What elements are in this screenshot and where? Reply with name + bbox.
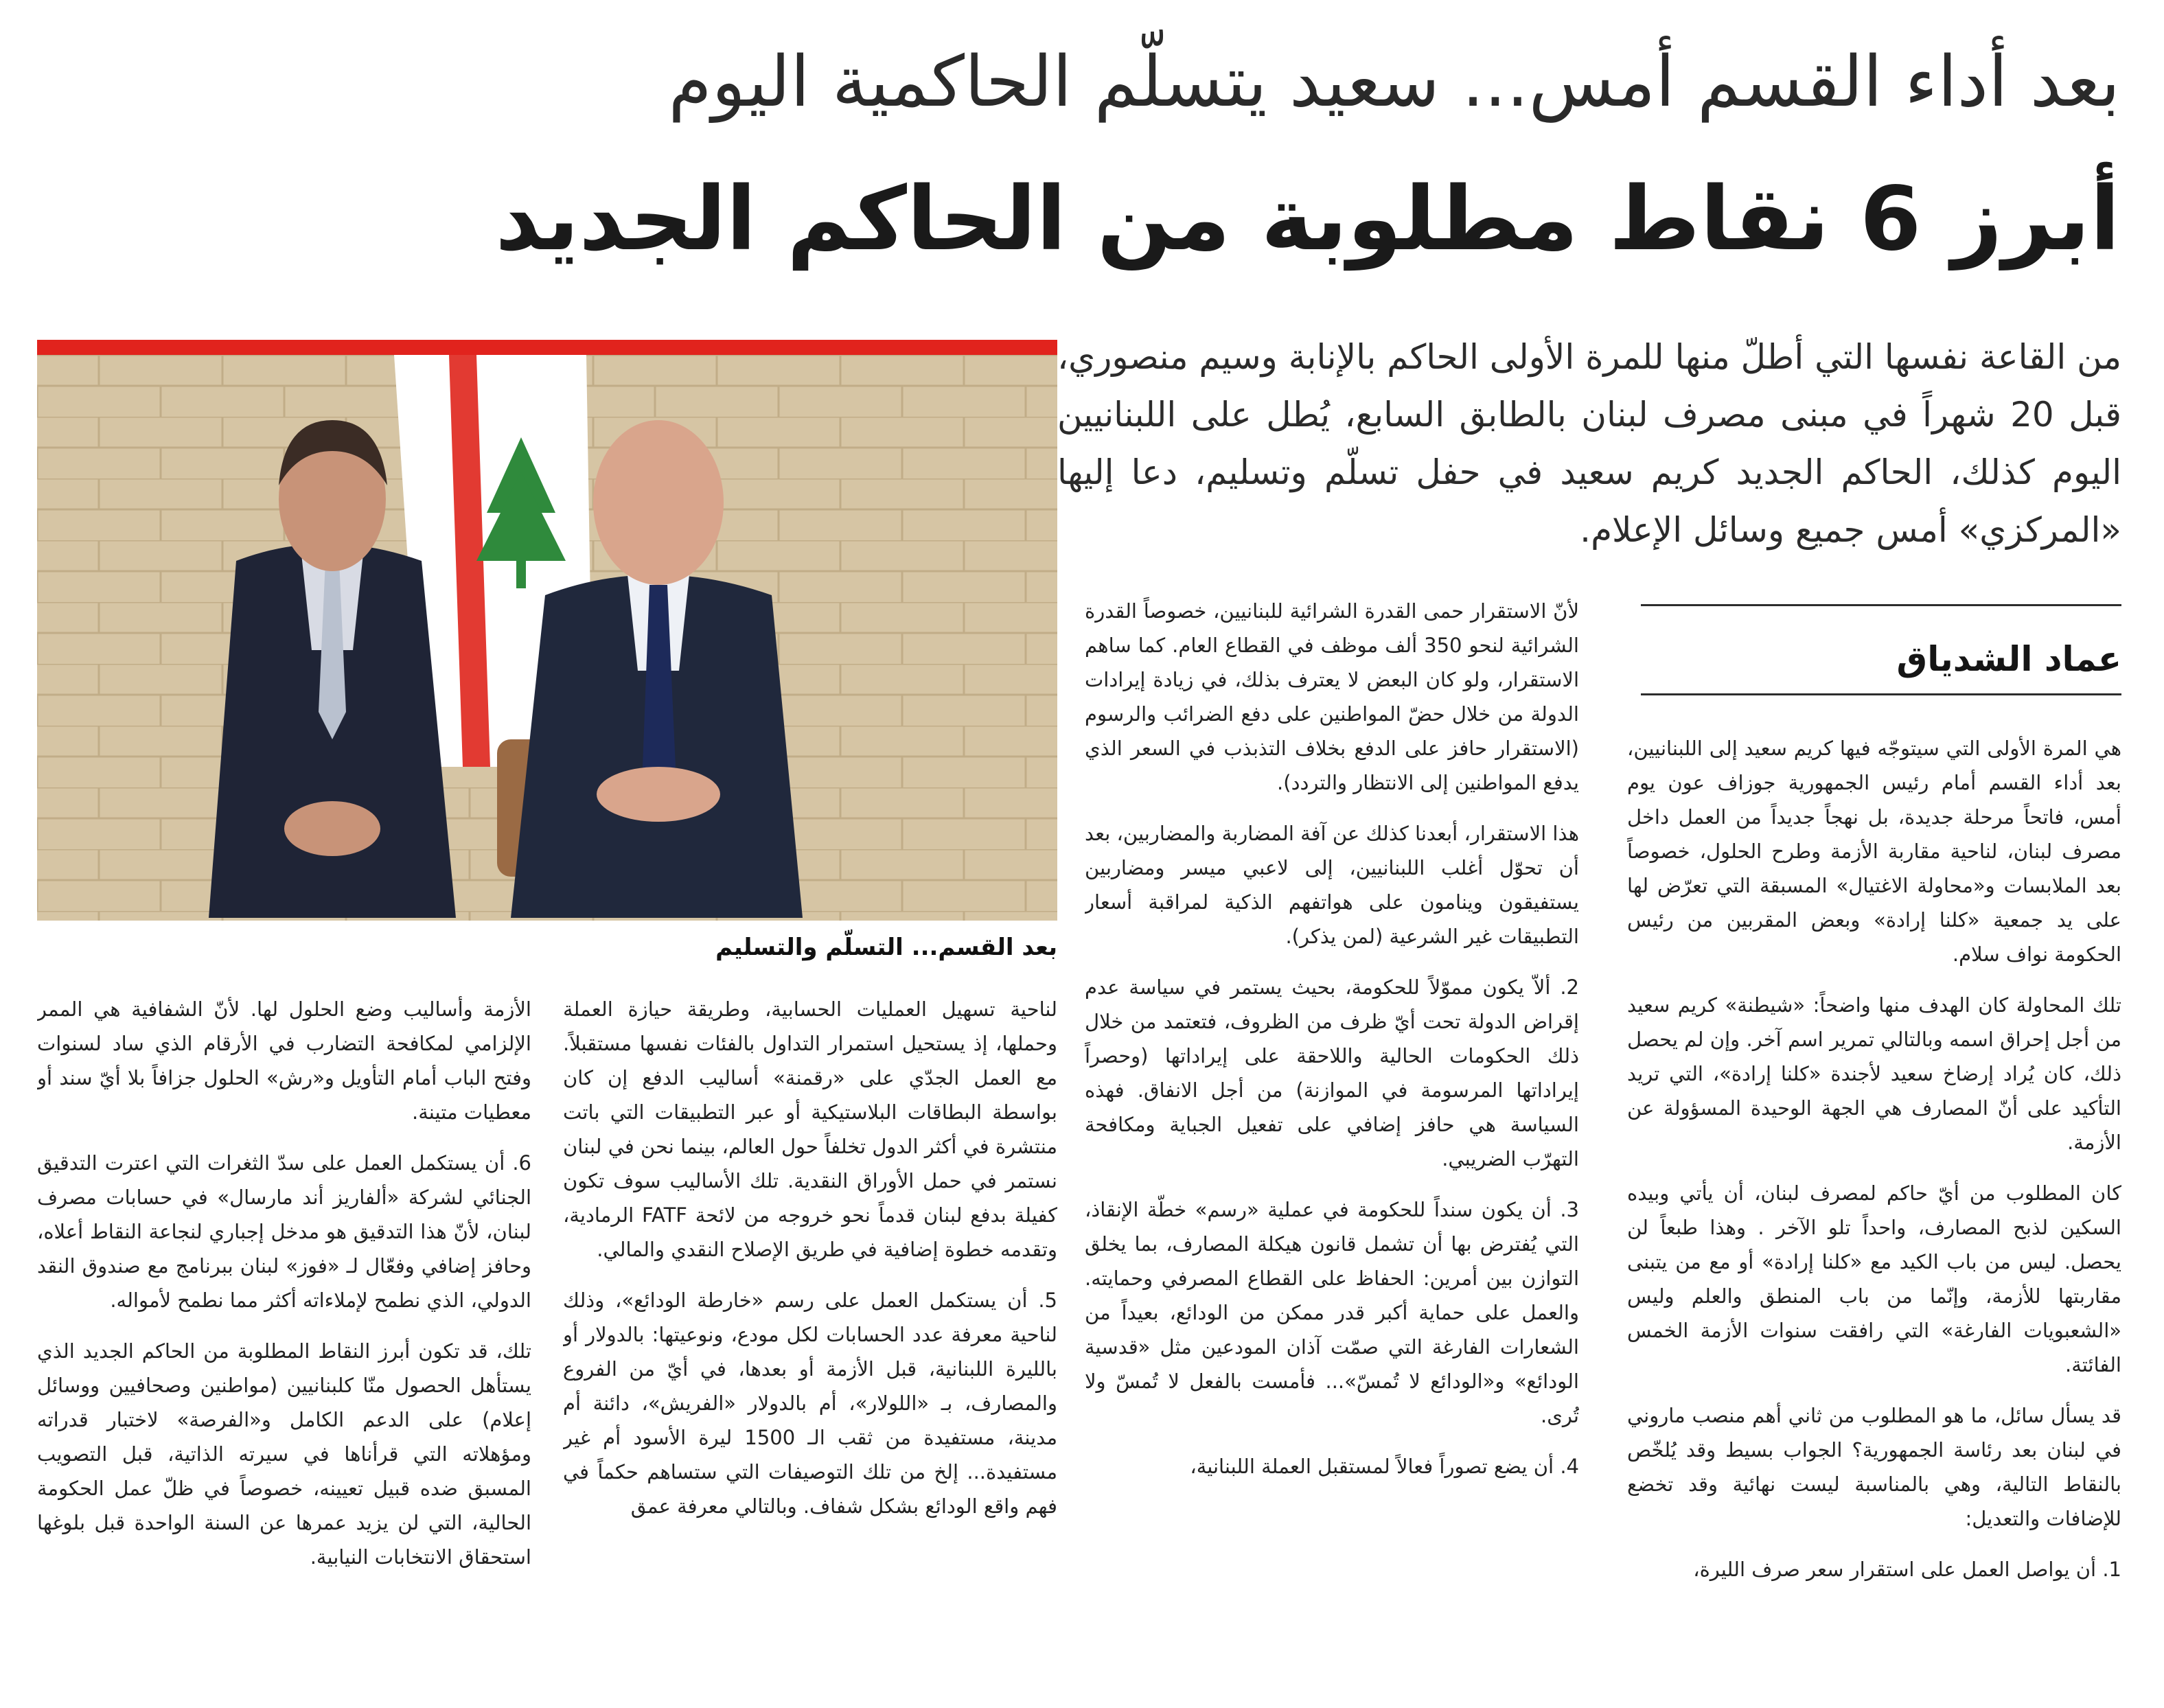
paragraph: كان المطلوب من أيّ حاكم لمصرف لبنان، أن يأتي وبيده السكين لذبح المصارف، واحداً تلو الآخر . وهذا طبعاً لن يحصل. ليس من باب الكيد مع «كلنا إرادة» أو مع من يتبنى مقاربتها للأزمة، وإنّما من باب المنطق والعلم وليس «الشعبويات الفارغة» التي رافقت سنوات الأزمة الخمس الفائتة. xyxy=(1627,1181,2121,1376)
article-column-3 xyxy=(563,992,1057,1689)
lead-paragraph: من القاعة نفسها التي أطلّ منها للمرة الأولى الحاكم بالإنابة وسيم منصوري، قبل 20 شهراً في مبنى مصرف لبنان بالطابق السابع، يُطل على اللبنانيين اليوم كذلك، الحاكم الجديد كريم سعيد في حفل تسلّم وتسليم، دعا إليها «المركزي» أمس جميع وسائل الإعلام. xyxy=(1057,337,2121,550)
paragraph: الأزمة وأساليب وضع الحلول لها. لأنّ الشفافية هي الممر الإلزامي لمكافحة التضارب في الأرقام الذي ساد لسنوات وفتح الباب أمام التأويل و«رش» الحلول جزافاً بلا أيّ سند أو معطيات متينة. xyxy=(37,997,531,1124)
paragraph: قد يسأل سائل، ما هو المطلوب من ثاني أهم منصب ماروني في لبنان بعد رئاسة الجمهورية؟ الجواب بسيط وقد يُلخّص بالنقاط التالية، وهي بالمناسبة ليست نهائية وقد تخضع للإضافات والتعديل: xyxy=(1627,1404,2121,1530)
main-headline: أبرز 6 نقاط مطلوبة من الحاكم الجديد xyxy=(495,168,2120,270)
paragraph: هذا الاستقرار، أبعدنا كذلك عن آفة المضاربة والمضاربين، بعد أن تحوّل أغلب اللبنانيين، إلى لاعبي ميسر ومضاربين يستفيقون وينامون على هواتفهم الذكية لمراقبة أسعار التطبيقات غير الشرعية (لمن يذكر). xyxy=(1085,822,1579,948)
photo-illustration xyxy=(37,355,1057,921)
paragraph: لأنّ الاستقرار حمى القدرة الشرائية للبنانيين، خصوصاً القدرة الشرائية لنحو 350 ألف موظف في القطاع العام. كما ساهم الاستقرار، ولو كان البعض لا يعترف بذلك، في زيادة إيرادات الدولة من خلال حضّ المواطنين على دفع الضرائب والرسوم (الاستقرار حافز على الدفع بخلاف التذبذب في السعر الذي يدفع المواطنين إلى الانتظار والتردد). xyxy=(1085,599,1579,794)
article-photo xyxy=(37,340,1057,921)
article-column-4 xyxy=(37,992,531,1689)
byline-bottom-rule xyxy=(1641,693,2121,695)
byline-top-rule xyxy=(1641,604,2121,606)
paragraph: تلك، قد تكون أبرز النقاط المطلوبة من الحاكم الجديد الذي يستأهل الحصول منّا كلبنانيين (مواطنين وصحافيين ووسائل إعلام) على الدعم الكامل و«الفرصة» لاختبار قدراته ومؤهلاته التي قرأناها في سيرته الذاتية، قبل التصويب المسبق ضده قبيل تعيينه، خصوصاً في ظلّ عمل الحكومة الحالية، التي لن يزيد عمرها عن السنة الواحدة قبل بلوغها استحقاق الانتخابات النيابية. xyxy=(37,1339,531,1569)
paragraph: 6. أن يستكمل العمل على سدّ الثغرات التي اعترت التدقيق الجنائي لشركة «ألفاريز أند مارسال» في حسابات مصرف لبنان، لأنّ هذا التدقيق هو مدخل إجباري لنجاعة النقاط أعلاه، وحافز إضافي وفعّال لـ «فوز» لبنان ببرنامج مع صندوق النقد الدولي، الذي نطمح لإملاءاته أكثر مما نطمح لأمواله. xyxy=(37,1151,531,1312)
photo-caption: بعد القسم... التسلّم والتسليم xyxy=(715,934,1057,961)
paragraph: 5. أن يستكمل العمل على رسم «خارطة الودائع»، وذلك لناحية معرفة عدد الحسابات لكل مودع، ونوعيتها: بالدولار أو بالليرة اللبنانية، قبل الأزمة أو بعدها، في أيّ من الفروع والمصارف، بـ «اللولار»، أم بالدولار «الفريش»، دائنة أم مدينة، مستفيدة من ثقب الـ 1500 ليرة الأسود أم غير مستفيدة... إلخ من تلك التوصيفات التي ستساهم حكماً في فهم واقع الودائع بشكل شفاف. وبالتالي معرفة عمق xyxy=(563,1289,1057,1518)
paragraph: تلك المحاولة كان الهدف منها واضحاً: «شيطنة» كريم سعيد من أجل إحراق اسمه وبالتالي تمرير اسم آخر. وإن لم يحصل ذلك، كان يُراد إرضاخ سعيد لأجندة «كلنا إرادة»، التي تريد التأكيد على أنّ المصارف هي الجهة الوحيدة المسؤولة عن الأزمة. xyxy=(1627,993,2121,1154)
article-column-2 xyxy=(1085,594,1579,1689)
paragraph: لناحية تسهيل العمليات الحسابية، وطريقة حيازة العملة وحملها، إذ يستحيل استمرار التداول بالفئات نفسها مستقبلاً. مع العمل الجدّي على «رقمنة» أساليب الدفع إن كان بواسطة البطاقات البلاستيكية أو عبر التطبيقات التي باتت منتشرة في أكثر الدول تخلفاً حول العالم، بينما نحن في لبنان نستمر في حمل الأوراق النقدية. تلك الأساليب سوف تكون كفيلة بدفع لبنان قدماً نحو خروجه من لائحة FATF الرمادية، وتقدمه خطوة إضافية في طريق الإصلاح النقدي والمالي. xyxy=(563,997,1057,1261)
paragraph: هي المرة الأولى التي سيتوجّه فيها كريم سعيد إلى اللبنانيين، بعد أداء القسم أمام رئيس الجمهورية جوزاف عون يوم أمس، فاتحاً مرحلة جديدة، بل نهجاً جديداً من العمل داخل مصرف لبنان، لناحية مقاربة الأزمة وطرح الحلول، خصوصاً بعد الملابسات و«محاولة الاغتيال» المسبقة التي تعرّض لها على يد جمعية «كلنا إرادة» وبعض المقربين من رئيس الحكومة نواف سلام. xyxy=(1627,737,2121,966)
paragraph: 1. أن يواصل العمل على استقرار سعر صرف الليرة، xyxy=(1693,1558,2121,1581)
paragraph: 3. أن يكون سنداً للحكومة في عملية «رسم» خطّة الإنقاذ، التي يُفترض بها أن تشمل قانون هيكلة المصارف، بما يخلق التوازن بين أمرين: الحفاظ على القطاع المصرفي وحمايته. والعمل على حماية أكبر قدر ممكن من الودائع، بعيداً من الشعارات الفارغة التي صمّت آذان المودعين مثل «قدسية الودائع» و«الودائع لا تُمسّ»... فأمست بالفعل لا تُمسّ ولا تُرى. xyxy=(1085,1198,1579,1427)
paragraph: 2. ألاّ يكون مموّلاً للحكومة، بحيث يستمر في سياسة عدم إقراض الدولة تحت أيّ ظرف من الظروف، فتعتمد من خلال ذلك الحكومات الحالية واللاحقة على إيراداتها (وحصراً إيراداتها المرسومة في الموازنة) من أجل الانفاق. فهذه السياسة هي حافز إضافي على تفعيل الجباية ومكافحة التهرّب الضريبي. xyxy=(1085,976,1579,1170)
article-column-1 xyxy=(1627,731,2121,1689)
author-byline: عماد الشدياق xyxy=(1896,639,2121,679)
paragraph: 4. أن يضع تصوراً فعالاً لمستقبل العملة اللبنانية، xyxy=(1190,1455,1579,1478)
overline-headline: بعد أداء القسم أمس... سعيد يتسلّم الحاكمية اليوم xyxy=(668,41,2120,123)
